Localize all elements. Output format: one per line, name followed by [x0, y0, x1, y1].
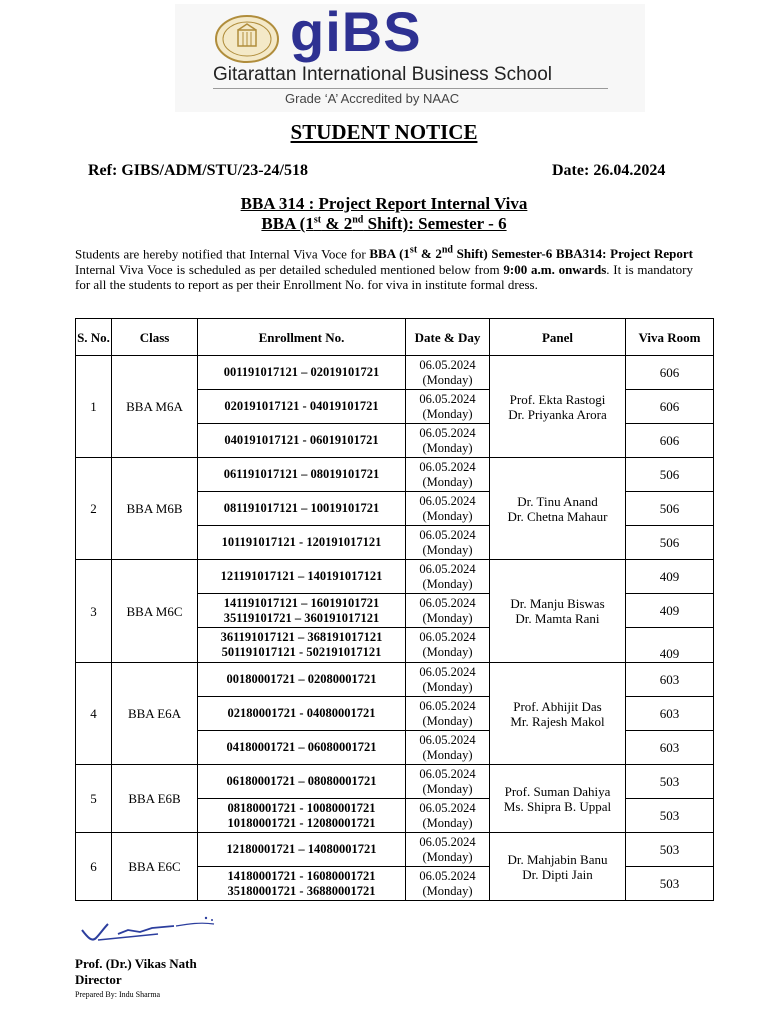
date-value: 06.05.2024 — [419, 630, 476, 644]
notice-paragraph: Students are hereby notified that Internal Viva Voce for BBA (1st & 2nd Shift) Semester-6 BBA314: Project Report Internal Viva Voce is scheduled as per detailed scheduled mentioned below from 9:00 a.m. onwards. It is mandatory for all the students to report as per their Enrollment No. for viva in institute formal dress. — [75, 245, 694, 293]
enrollment-range: 06180001721 – 08080001721 — [226, 774, 377, 788]
viva-room-cell: 603 — [626, 697, 714, 731]
subject-line-2: BBA (1st & 2nd Shift): Semester - 6 — [261, 214, 507, 233]
date-value: 06.05.2024 — [419, 391, 476, 406]
enrollment-range: 361191017121 – 368191017121 — [220, 630, 383, 644]
enrollment-cell — [198, 458, 406, 492]
notice-date: Date: 26.04.2024 — [552, 162, 666, 179]
panel-member: Mr. Rajesh Makol — [510, 713, 605, 729]
header-enrollment: Enrollment No. — [198, 319, 406, 356]
date-value: 06.05.2024 — [419, 800, 476, 815]
panel-cell — [490, 560, 626, 663]
enrollment-range: 040191017121 - 06019101721 — [224, 433, 379, 447]
panel-cell — [490, 765, 626, 833]
enrollment-range: 061191017121 – 08019101721 — [223, 467, 380, 481]
date-value: 06.05.2024 — [419, 732, 476, 747]
date-day-cell — [406, 867, 490, 901]
day-value: (Monday) — [422, 440, 473, 455]
reference-number: Ref: GIBS/ADM/STU/23-24/518 — [88, 162, 308, 179]
enrollment-cell — [198, 628, 406, 663]
viva-room-cell: 606 — [626, 424, 714, 458]
enrollment-cell — [198, 356, 406, 390]
sno-cell: 4 — [76, 663, 112, 765]
enrollment-cell — [198, 526, 406, 560]
enrollment-range: 02180001721 - 04080001721 — [227, 706, 376, 720]
table-header-row — [76, 319, 714, 356]
date-value: 06.05.2024 — [419, 595, 476, 610]
viva-room-cell: 409 — [626, 628, 714, 663]
panel-cell — [490, 458, 626, 560]
viva-room-cell: 409 — [626, 594, 714, 628]
viva-room-cell: 503 — [626, 833, 714, 867]
signatory-name: Prof. (Dr.) Vikas Nath — [75, 956, 197, 971]
day-value: (Monday) — [422, 645, 473, 659]
panel-cell — [490, 356, 626, 458]
date-day-cell — [406, 560, 490, 594]
enrollment-range: 501191017121 - 502191017121 — [221, 645, 382, 659]
table-row — [76, 458, 714, 492]
header-viva-room: Viva Room — [626, 319, 714, 356]
date-day-cell — [406, 390, 490, 424]
day-value: (Monday) — [422, 406, 473, 421]
header-date-day: Date & Day — [406, 319, 490, 356]
date-value: 06.05.2024 — [419, 493, 476, 508]
viva-room-cell: 603 — [626, 663, 714, 697]
date-day-cell — [406, 628, 490, 663]
date-day-cell — [406, 731, 490, 765]
date-value: 06.05.2024 — [419, 834, 476, 849]
viva-room-cell: 606 — [626, 390, 714, 424]
enrollment-range: 35119101721 – 360191017121 — [223, 610, 380, 625]
signature-image — [78, 908, 218, 952]
day-value: (Monday) — [422, 679, 473, 694]
enrollment-range: 00180001721 – 02080001721 — [226, 672, 377, 686]
panel-member: Dr. Chetna Mahaur — [507, 508, 608, 524]
sno-cell: 2 — [76, 458, 112, 560]
table-row — [76, 833, 714, 867]
enrollment-cell — [198, 731, 406, 765]
panel-member: Dr. Priyanka Arora — [508, 406, 607, 422]
date-day-cell — [406, 526, 490, 560]
viva-room-cell: 506 — [626, 492, 714, 526]
day-value: (Monday) — [422, 781, 473, 796]
enrollment-cell — [198, 390, 406, 424]
enrollment-range: 10180001721 - 12080001721 — [227, 815, 376, 830]
emblem-icon — [214, 14, 280, 64]
enrollment-range: 14180001721 - 16080001721 — [227, 868, 376, 883]
date-value: 06.05.2024 — [419, 425, 476, 440]
viva-room-cell: 503 — [626, 867, 714, 901]
enrollment-cell — [198, 663, 406, 697]
enrollment-cell — [198, 765, 406, 799]
enrollment-range: 04180001721 – 06080001721 — [226, 740, 377, 754]
date-value: 06.05.2024 — [419, 527, 476, 542]
header-panel: Panel — [490, 319, 626, 356]
header-sno: S. No. — [76, 319, 112, 356]
date-day-cell — [406, 765, 490, 799]
panel-member: Dr. Mahjabin Banu — [507, 851, 608, 867]
date-value: 06.05.2024 — [419, 766, 476, 781]
enrollment-cell — [198, 492, 406, 526]
enrollment-range: 001191017121 – 02019101721 — [223, 365, 380, 379]
enrollment-range: 141191017121 – 16019101721 — [223, 595, 380, 610]
class-cell: BBA E6C — [112, 833, 198, 901]
date-value: 06.05.2024 — [419, 698, 476, 713]
viva-room-cell: 506 — [626, 458, 714, 492]
date-value: 06.05.2024 — [419, 357, 476, 372]
enrollment-range: 35180001721 - 36880001721 — [227, 883, 376, 898]
sno-cell: 1 — [76, 356, 112, 458]
panel-member: Prof. Ekta Rastogi — [509, 391, 606, 407]
enrollment-cell — [198, 697, 406, 731]
panel-cell — [490, 663, 626, 765]
day-value: (Monday) — [422, 372, 473, 387]
day-value: (Monday) — [422, 474, 473, 489]
class-cell: BBA E6B — [112, 765, 198, 833]
day-value: (Monday) — [422, 542, 473, 557]
date-value: 06.05.2024 — [419, 459, 476, 474]
viva-schedule-table — [75, 318, 714, 901]
header-class: Class — [112, 319, 198, 356]
day-value: (Monday) — [422, 508, 473, 523]
enrollment-range: 020191017121 - 04019101721 — [224, 399, 379, 413]
date-value: 06.05.2024 — [419, 664, 476, 679]
table-row — [76, 356, 714, 390]
enrollment-cell — [198, 424, 406, 458]
signatory — [75, 956, 197, 988]
date-day-cell — [406, 594, 490, 628]
enrollment-cell — [198, 833, 406, 867]
enrollment-range: 121191017121 – 140191017121 — [220, 569, 383, 583]
panel-member: Dr. Dipti Jain — [522, 866, 593, 882]
class-cell: BBA M6B — [112, 458, 198, 560]
table-row — [76, 765, 714, 799]
date-value: 06.05.2024 — [419, 868, 476, 883]
subject-line-1: BBA 314 : Project Report Internal Viva — [240, 194, 528, 213]
day-value: (Monday) — [422, 713, 473, 728]
day-value: (Monday) — [422, 610, 473, 625]
panel-member: Dr. Manju Biswas — [510, 596, 605, 611]
enrollment-range: 081191017121 – 10019101721 — [223, 501, 380, 515]
enrollment-range: 12180001721 – 14080001721 — [226, 842, 377, 856]
enrollment-cell — [198, 594, 406, 628]
panel-member: Ms. Shipra B. Uppal — [503, 798, 612, 814]
viva-room-cell: 606 — [626, 356, 714, 390]
enrollment-range: 101191017121 - 120191017121 — [221, 535, 382, 549]
panel-cell — [490, 833, 626, 901]
class-cell: BBA M6C — [112, 560, 198, 663]
viva-room-cell: 506 — [626, 526, 714, 560]
class-cell: BBA E6A — [112, 663, 198, 765]
panel-member: Prof. Abhijit Das — [513, 698, 602, 714]
enrollment-cell — [198, 867, 406, 901]
brand-logo-text: giBS — [290, 0, 422, 63]
page-title: STUDENT NOTICE — [290, 120, 478, 144]
enrollment-cell — [198, 799, 406, 833]
day-value: (Monday) — [422, 883, 473, 898]
date-day-cell — [406, 424, 490, 458]
enrollment-cell — [198, 560, 406, 594]
date-value: 06.05.2024 — [419, 561, 476, 576]
sno-cell: 5 — [76, 765, 112, 833]
table-row — [76, 560, 714, 594]
signatory-designation: Director — [75, 972, 122, 987]
school-name: Gitarattan International Business School — [213, 64, 553, 85]
prepared-by: Prepared By: Indu Sharma — [75, 990, 161, 999]
day-value: (Monday) — [422, 747, 473, 762]
day-value: (Monday) — [422, 815, 473, 830]
viva-room-cell: 409 — [626, 560, 714, 594]
table-row — [76, 663, 714, 697]
date-day-cell — [406, 833, 490, 867]
class-cell: BBA M6A — [112, 356, 198, 458]
date-day-cell — [406, 663, 490, 697]
date-day-cell — [406, 799, 490, 833]
panel-member: Dr. Tinu Anand — [517, 493, 598, 509]
viva-room-cell: 603 — [626, 731, 714, 765]
viva-room-cell: 503 — [626, 765, 714, 799]
viva-room-cell: 503 — [626, 799, 714, 833]
panel-member: Prof. Suman Dahiya — [504, 783, 611, 799]
sno-cell: 3 — [76, 560, 112, 663]
accreditation-text: Grade ‘A’ Accredited by NAAC — [285, 91, 460, 106]
day-value: (Monday) — [422, 576, 473, 591]
date-day-cell — [406, 356, 490, 390]
panel-member: Dr. Mamta Rani — [515, 611, 600, 626]
date-day-cell — [406, 458, 490, 492]
sno-cell: 6 — [76, 833, 112, 901]
day-value: (Monday) — [422, 849, 473, 864]
date-day-cell — [406, 492, 490, 526]
enrollment-range: 08180001721 - 10080001721 — [227, 800, 376, 815]
date-day-cell — [406, 697, 490, 731]
header-divider — [213, 88, 608, 89]
